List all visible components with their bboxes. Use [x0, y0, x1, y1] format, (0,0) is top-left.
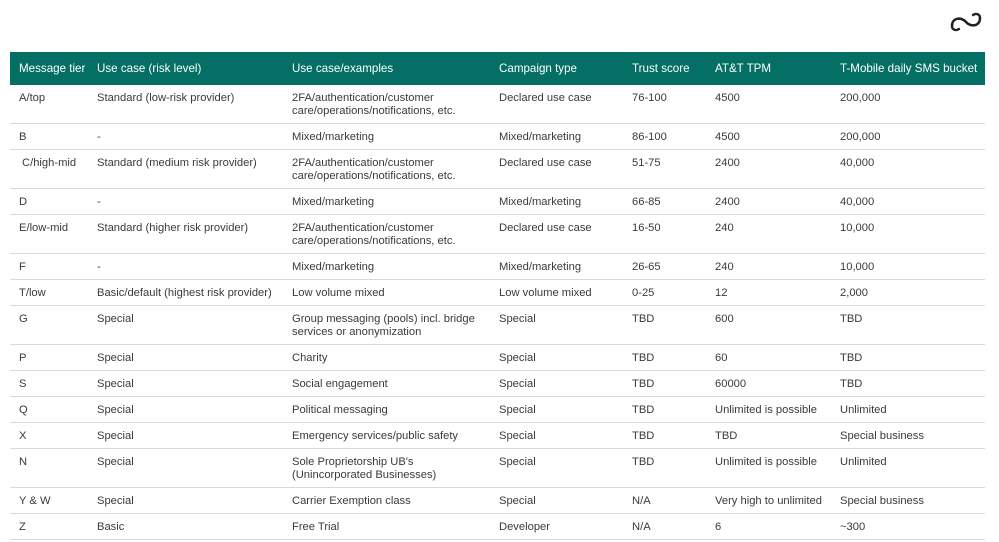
cell-message-tier: A/top: [10, 85, 88, 124]
cell-use-case-examples: 2FA/authentication/customer care/operations/notifications, etc.: [283, 215, 490, 254]
column-header-trust-score: Trust score: [623, 52, 706, 85]
cell-trust-score: N/A: [623, 488, 706, 514]
cell-use-case-examples: Political messaging: [283, 397, 490, 423]
cell-campaign-type: Special: [490, 306, 623, 345]
cell-trust-score: TBD: [623, 345, 706, 371]
cell-use-case-examples: Low volume mixed: [283, 280, 490, 306]
table-row: [10, 150, 985, 189]
cell-message-tier: S: [10, 371, 88, 397]
table-row: [10, 254, 985, 280]
cell-trust-score: 26-65: [623, 254, 706, 280]
table-row: [10, 397, 985, 423]
column-header-att-tpm: AT&T TPM: [706, 52, 831, 85]
cell-trust-score: TBD: [623, 397, 706, 423]
cell-campaign-type: Declared use case: [490, 85, 623, 124]
cell-trust-score: TBD: [623, 371, 706, 397]
cell-use-case-risk: -: [88, 124, 283, 150]
cell-trust-score: TBD: [623, 423, 706, 449]
cell-use-case-risk: Special: [88, 397, 283, 423]
table-row: [10, 306, 985, 345]
cell-message-tier: Q: [10, 397, 88, 423]
table-row: [10, 124, 985, 150]
cell-trust-score: 16-50: [623, 215, 706, 254]
cell-message-tier: X: [10, 423, 88, 449]
cell-message-tier: Y & W: [10, 488, 88, 514]
cell-campaign-type: Special: [490, 397, 623, 423]
cell-message-tier: E/low-mid: [10, 215, 88, 254]
cell-tmobile-bucket: TBD: [831, 306, 985, 345]
cell-trust-score: N/A: [623, 514, 706, 540]
table-row: [10, 215, 985, 254]
cell-att-tpm: 2400: [706, 150, 831, 189]
cell-trust-score: 66-85: [623, 189, 706, 215]
cell-att-tpm: Unlimited is possible: [706, 397, 831, 423]
cell-use-case-risk: -: [88, 189, 283, 215]
cell-att-tpm: 4500: [706, 85, 831, 124]
cell-use-case-risk: Special: [88, 449, 283, 488]
cell-use-case-examples: 2FA/authentication/customer care/operations/notifications, etc.: [283, 85, 490, 124]
cell-use-case-risk: Special: [88, 345, 283, 371]
cell-att-tpm: 4500: [706, 124, 831, 150]
cell-use-case-examples: 2FA/authentication/customer care/operations/notifications, etc.: [283, 150, 490, 189]
cell-use-case-examples: Free Trial: [283, 514, 490, 540]
cell-att-tpm: 60000: [706, 371, 831, 397]
column-header-use-case-examples: Use case/examples: [283, 52, 490, 85]
cell-tmobile-bucket: Special business: [831, 423, 985, 449]
table-row: [10, 371, 985, 397]
cell-use-case-risk: -: [88, 254, 283, 280]
cell-use-case-risk: Special: [88, 423, 283, 449]
cell-use-case-risk: Special: [88, 488, 283, 514]
cell-campaign-type: Special: [490, 423, 623, 449]
cell-trust-score: 86-100: [623, 124, 706, 150]
cell-campaign-type: Mixed/marketing: [490, 189, 623, 215]
column-header-message-tier: Message tier: [10, 52, 88, 85]
cell-tmobile-bucket: ~300: [831, 514, 985, 540]
cell-message-tier: F: [10, 254, 88, 280]
cell-tmobile-bucket: TBD: [831, 371, 985, 397]
cell-trust-score: TBD: [623, 306, 706, 345]
cell-campaign-type: Low volume mixed: [490, 280, 623, 306]
cell-message-tier: B: [10, 124, 88, 150]
cell-att-tpm: TBD: [706, 423, 831, 449]
cell-campaign-type: Declared use case: [490, 215, 623, 254]
cell-att-tpm: Unlimited is possible: [706, 449, 831, 488]
cell-use-case-risk: Standard (higher risk provider): [88, 215, 283, 254]
cell-use-case-examples: Mixed/marketing: [283, 189, 490, 215]
cell-message-tier: Z: [10, 514, 88, 540]
cell-campaign-type: Special: [490, 449, 623, 488]
messaging-tier-table: [10, 52, 985, 540]
cell-campaign-type: Special: [490, 371, 623, 397]
cell-use-case-examples: Mixed/marketing: [283, 124, 490, 150]
column-header-tmobile-bucket: T-Mobile daily SMS bucket: [831, 52, 985, 85]
messaging-tier-table-container: [10, 52, 985, 540]
cell-message-tier: G: [10, 306, 88, 345]
cell-message-tier: P: [10, 345, 88, 371]
table-row: [10, 345, 985, 371]
cell-att-tpm: 240: [706, 215, 831, 254]
cell-tmobile-bucket: 10,000: [831, 254, 985, 280]
table-header-row: [10, 52, 985, 85]
cell-att-tpm: Very high to unlimited: [706, 488, 831, 514]
cell-tmobile-bucket: 2,000: [831, 280, 985, 306]
cell-campaign-type: Declared use case: [490, 150, 623, 189]
table-row: [10, 85, 985, 124]
cell-tmobile-bucket: 40,000: [831, 150, 985, 189]
cell-campaign-type: Mixed/marketing: [490, 124, 623, 150]
cell-message-tier: C/high-mid: [10, 150, 88, 189]
cell-use-case-examples: Charity: [283, 345, 490, 371]
cell-campaign-type: Special: [490, 488, 623, 514]
column-header-campaign-type: Campaign type: [490, 52, 623, 85]
cell-use-case-risk: Standard (low-risk provider): [88, 85, 283, 124]
cell-use-case-examples: Emergency services/public safety: [283, 423, 490, 449]
cell-tmobile-bucket: TBD: [831, 345, 985, 371]
cell-message-tier: D: [10, 189, 88, 215]
cell-att-tpm: 240: [706, 254, 831, 280]
cell-trust-score: 0-25: [623, 280, 706, 306]
cell-tmobile-bucket: 10,000: [831, 215, 985, 254]
cell-trust-score: TBD: [623, 449, 706, 488]
table-row: [10, 514, 985, 540]
cell-use-case-risk: Special: [88, 306, 283, 345]
cell-att-tpm: 6: [706, 514, 831, 540]
cell-use-case-risk: Standard (medium risk provider): [88, 150, 283, 189]
cell-trust-score: 51-75: [623, 150, 706, 189]
cell-att-tpm: 60: [706, 345, 831, 371]
cell-tmobile-bucket: 200,000: [831, 124, 985, 150]
cell-use-case-risk: Basic: [88, 514, 283, 540]
cell-use-case-examples: Sole Proprietorship UB's (Unincorporated Businesses): [283, 449, 490, 488]
cell-campaign-type: Developer: [490, 514, 623, 540]
cell-trust-score: 76-100: [623, 85, 706, 124]
cell-message-tier: T/low: [10, 280, 88, 306]
cell-tmobile-bucket: Special business: [831, 488, 985, 514]
cell-use-case-risk: Special: [88, 371, 283, 397]
infinity-loop-icon: [946, 10, 986, 34]
cell-att-tpm: 600: [706, 306, 831, 345]
cell-att-tpm: 2400: [706, 189, 831, 215]
cell-use-case-examples: Group messaging (pools) incl. bridge services or anonymization: [283, 306, 490, 345]
cell-use-case-risk: Basic/default (highest risk provider): [88, 280, 283, 306]
cell-campaign-type: Special: [490, 345, 623, 371]
cell-tmobile-bucket: Unlimited: [831, 397, 985, 423]
table-row: [10, 423, 985, 449]
cell-use-case-examples: Carrier Exemption class: [283, 488, 490, 514]
table-row: [10, 449, 985, 488]
cell-tmobile-bucket: Unlimited: [831, 449, 985, 488]
cell-use-case-examples: Mixed/marketing: [283, 254, 490, 280]
cell-use-case-examples: Social engagement: [283, 371, 490, 397]
column-header-use-case-risk: Use case (risk level): [88, 52, 283, 85]
table-row: [10, 488, 985, 514]
table-row: [10, 280, 985, 306]
cell-campaign-type: Mixed/marketing: [490, 254, 623, 280]
table-row: [10, 189, 985, 215]
cell-tmobile-bucket: 40,000: [831, 189, 985, 215]
cell-message-tier: N: [10, 449, 88, 488]
cell-tmobile-bucket: 200,000: [831, 85, 985, 124]
cell-att-tpm: 12: [706, 280, 831, 306]
